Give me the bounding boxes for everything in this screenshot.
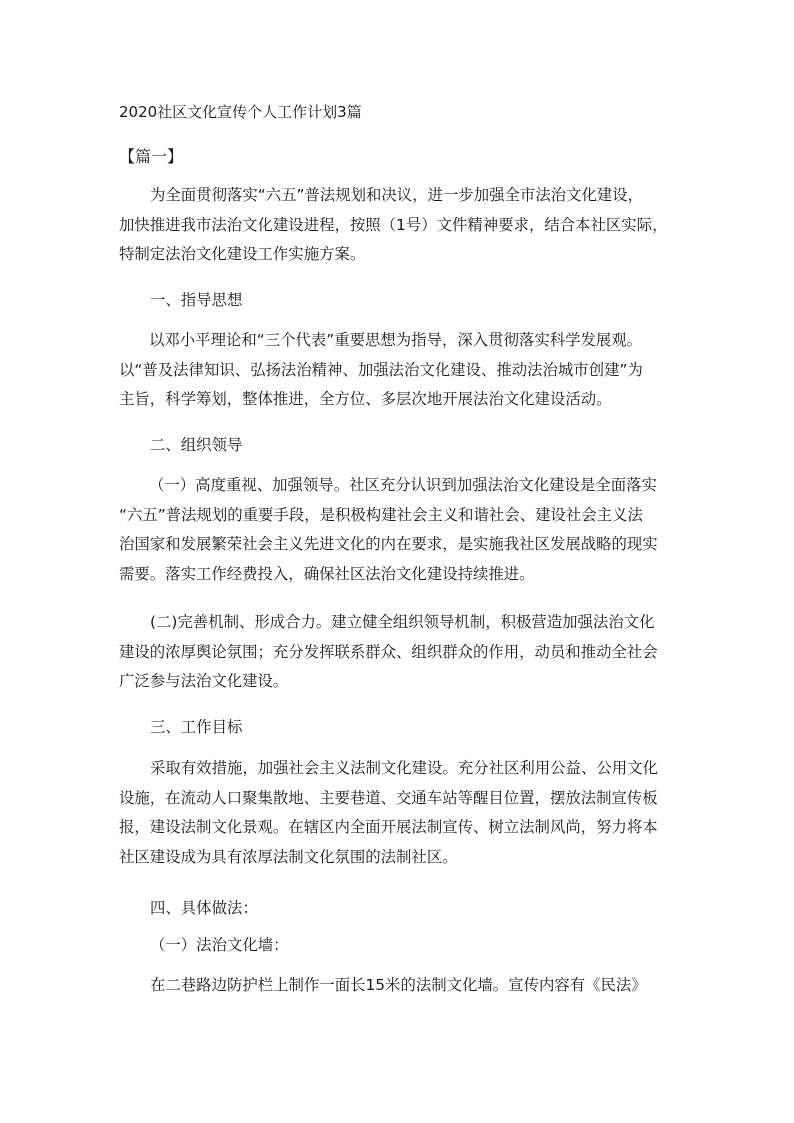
intro-line: 特制定法治文化建设工作实施方案。 [119,245,366,263]
intro-line: 为全面贯彻落实“六五”普法规划和决议，进一步加强全市法治文化建设， [150,186,644,204]
heading-organization: 二、组织领导 [150,436,243,454]
heading-work-goals: 三、工作目标 [150,718,243,736]
paragraph-work-goals [119,754,679,872]
paragraph-line: 以邓小平理论和“三个代表”重要思想为指导，深入贯彻落实科学发展观。 [149,331,643,349]
paragraph-line: 治国家和发展繁荣社会主义先进文化的内在要求，是实施我社区发展战略的现实 [119,535,658,553]
heading-specific-methods: 四、具体做法： [150,899,258,917]
paragraph-line: （一）高度重视、加强领导。社区充分认识到加强法治文化建设是全面落实 [149,476,657,494]
paragraph-line: 采取有效措施，加强社会主义法制文化建设。充分社区利用公益、公用文化 [150,759,658,777]
heading-guiding-ideology: 一、指导思想 [150,291,243,309]
paragraph-legal-culture-wall [119,971,679,1001]
paragraph-line: 广泛参与法治文化建设。 [119,672,289,690]
heading-legal-culture-wall: （一）法治文化墙： [150,936,289,954]
paragraph-organization-2 [119,608,679,697]
paragraph-line: 主旨，科学筹划，整体推进，全方位、多层次地开展法治文化建设活动。 [119,390,612,408]
paragraph-line: 以“普及法律知识、弘扬法治精神、加强法治文化建设、推动法治城市创建”为 [119,360,643,379]
paragraph-line: 社区建设成为具有浓厚法制文化氛围的法制社区。 [119,847,458,866]
intro-line: 加快推进我市法治文化建设进程，按照（1号）文件精神要求，结合本社区实际， [119,215,668,234]
intro-paragraph [119,181,679,270]
paragraph-organization-1 [119,471,679,589]
paragraph-line: 在二巷路边防护栏上制作一面长15米的法制文化墙。宣传内容有《民法》 [150,976,647,994]
paragraph-line: 报，建设法制文化景观。在辖区内全面开展法制宣传、树立法制风尚，努力将本 [119,818,658,836]
paragraph-line: 设施，在流动人口聚集散地、主要巷道、交通车站等醒目位置，摆放法制宣传板 [119,788,658,807]
paragraph-line: 建设的浓厚舆论氛围；充分发挥联系群众、组织群众的作用，动员和推动全社会 [119,642,658,661]
paragraph-line: (二)完善机制、形成合力。建立健全组织领导机制，积极营造加强法治文化 [150,613,655,631]
section-label: 【篇一】 [119,147,184,166]
document-title: 2020社区文化宣传个人工作计划3篇 [119,103,362,121]
paragraph-line: “六五”普法规划的重要手段，是积极构建社会主义和谐社会、建设社会主义法 [119,505,643,524]
paragraph-line: 需要。落实工作经费投入，确保社区法治文化建设持续推进。 [119,564,535,583]
paragraph-guiding-ideology [119,326,679,415]
